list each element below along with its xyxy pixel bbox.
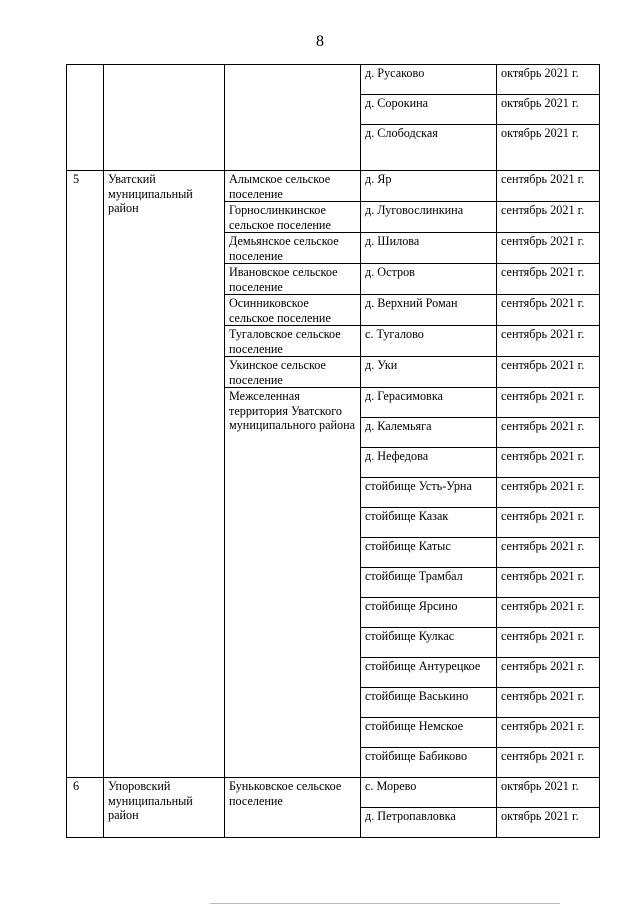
date-cell: сентябрь 2021 г. [497,388,600,418]
settlement-cell: д. Петропавловка [361,808,497,838]
row-number-cell: 6 [67,778,104,838]
settlements-table-body [67,65,600,838]
page-edge-line [210,903,560,904]
settlements-table [66,64,600,838]
date-cell: сентябрь 2021 г. [497,418,600,448]
date-cell: сентябрь 2021 г. [497,171,600,202]
date-cell: октябрь 2021 г. [497,95,600,125]
table-row [67,65,600,95]
date-cell: сентябрь 2021 г. [497,658,600,688]
date-cell: сентябрь 2021 г. [497,478,600,508]
settlement-cell: стойбище Казак [361,508,497,538]
date-cell: сентябрь 2021 г. [497,598,600,628]
date-cell: октябрь 2021 г. [497,778,600,808]
date-cell: октябрь 2021 г. [497,65,600,95]
settlement-cell: стойбище Бабиково [361,748,497,778]
date-cell: сентябрь 2021 г. [497,448,600,478]
settlement-cell: стойбище Трамбал [361,568,497,598]
district-cell [104,65,225,171]
district-cell: Упоровский муниципальный район [104,778,225,838]
date-cell: сентябрь 2021 г. [497,508,600,538]
settlement-cell: стойбище Антурецкое [361,658,497,688]
settlement-cell: д. Нефедова [361,448,497,478]
settlement-cell: д. Остров [361,264,497,295]
date-cell: октябрь 2021 г. [497,125,600,171]
settlement-cell: стойбище Немское [361,718,497,748]
settlement-cell: д. Русаково [361,65,497,95]
municipality-cell: Осинниковское сельское поселение [225,295,361,326]
date-cell: сентябрь 2021 г. [497,718,600,748]
date-cell: сентябрь 2021 г. [497,748,600,778]
settlement-cell: стойбище Усть-Урна [361,478,497,508]
municipality-cell: Ивановское сельское поселение [225,264,361,295]
date-cell: сентябрь 2021 г. [497,688,600,718]
date-cell: сентябрь 2021 г. [497,295,600,326]
row-number-cell [67,65,104,171]
settlement-cell: д. Шилова [361,233,497,264]
municipality-cell: Межселенная территория Уватского муниципального района [225,388,361,778]
settlement-cell: д. Уки [361,357,497,388]
date-cell: сентябрь 2021 г. [497,326,600,357]
settlement-cell: д. Луговослинкина [361,202,497,233]
date-cell: октябрь 2021 г. [497,808,600,838]
settlement-cell: с. Тугалово [361,326,497,357]
settlement-cell: д. Сорокина [361,95,497,125]
page-number: 8 [316,33,324,50]
date-cell: сентябрь 2021 г. [497,538,600,568]
district-cell: Уватский муниципальный район [104,171,225,778]
row-number-cell: 5 [67,171,104,778]
table-row [67,778,600,808]
settlement-cell: стойбище Васькино [361,688,497,718]
settlement-cell: с. Морево [361,778,497,808]
settlement-cell: д. Яр [361,171,497,202]
table-row [67,171,600,202]
settlement-cell: стойбище Кулкас [361,628,497,658]
date-cell: сентябрь 2021 г. [497,568,600,598]
settlement-cell: д. Калемьяга [361,418,497,448]
municipality-cell: Демьянское сельское поселение [225,233,361,264]
municipality-cell: Буньковское сельское поселение [225,778,361,838]
municipality-cell: Алымское сельское поселение [225,171,361,202]
settlement-cell: стойбище Ярсино [361,598,497,628]
settlement-cell: д. Герасимовка [361,388,497,418]
municipality-cell: Укинское сельское поселение [225,357,361,388]
municipality-cell: Горнослинкинское сельское поселение [225,202,361,233]
date-cell: сентябрь 2021 г. [497,628,600,658]
date-cell: сентябрь 2021 г. [497,357,600,388]
settlement-cell: д. Слободская [361,125,497,171]
settlement-cell: д. Верхний Роман [361,295,497,326]
date-cell: сентябрь 2021 г. [497,264,600,295]
date-cell: сентябрь 2021 г. [497,233,600,264]
date-cell: сентябрь 2021 г. [497,202,600,233]
settlement-cell: стойбище Катыс [361,538,497,568]
municipality-cell [225,65,361,171]
municipality-cell: Тугаловское сельское поселение [225,326,361,357]
